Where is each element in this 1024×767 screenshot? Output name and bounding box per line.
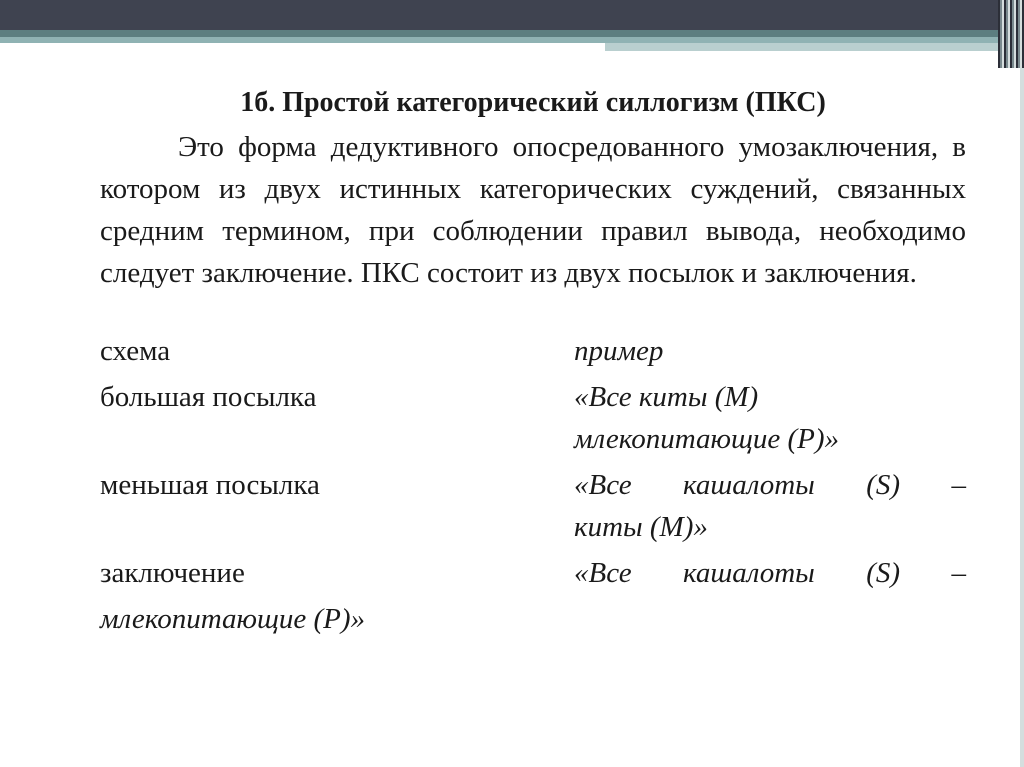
example-line: «Все кашалоты (S) – [574,469,966,501]
example-line: «Все киты (М) [574,381,759,413]
header-teal-strip [0,30,1024,37]
row-major-premise-example [574,376,966,460]
header-dark-band [0,0,1024,30]
syllogism-table [100,330,966,640]
row-minor-premise-label: меньшая посылка [100,469,320,501]
definition-paragraph: Это форма дедуктивного опосредованного умозаключения, в котором из двух истинных категорических суждений, связанных средним термином, при соблюдении правил вывода, необходимо следует заключение. ПКС состоит из двух посылок и заключения. [100,131,966,289]
header-scheme: схема [100,335,171,367]
header-example: пример [574,335,664,367]
row-conclusion-label: заключение [100,557,245,589]
slide-title: 1б. Простой категорический силлогизм (ПКС) [240,87,826,118]
slide-content [100,78,966,640]
row-major-premise-label: большая посылка [100,381,317,413]
right-edge-border [1020,68,1024,767]
corner-decoration [998,0,1024,68]
row-conclusion-example [574,552,966,594]
example-line: киты (М)» [574,511,708,543]
row-minor-premise-example [574,464,966,548]
header-accent-strip [605,43,1024,51]
example-line: млекопитающие (Р)» [574,423,839,455]
example-line: «Все кашалоты (S) – [574,557,966,589]
row-conclusion-continuation: млекопитающие (Р)» [100,603,365,635]
